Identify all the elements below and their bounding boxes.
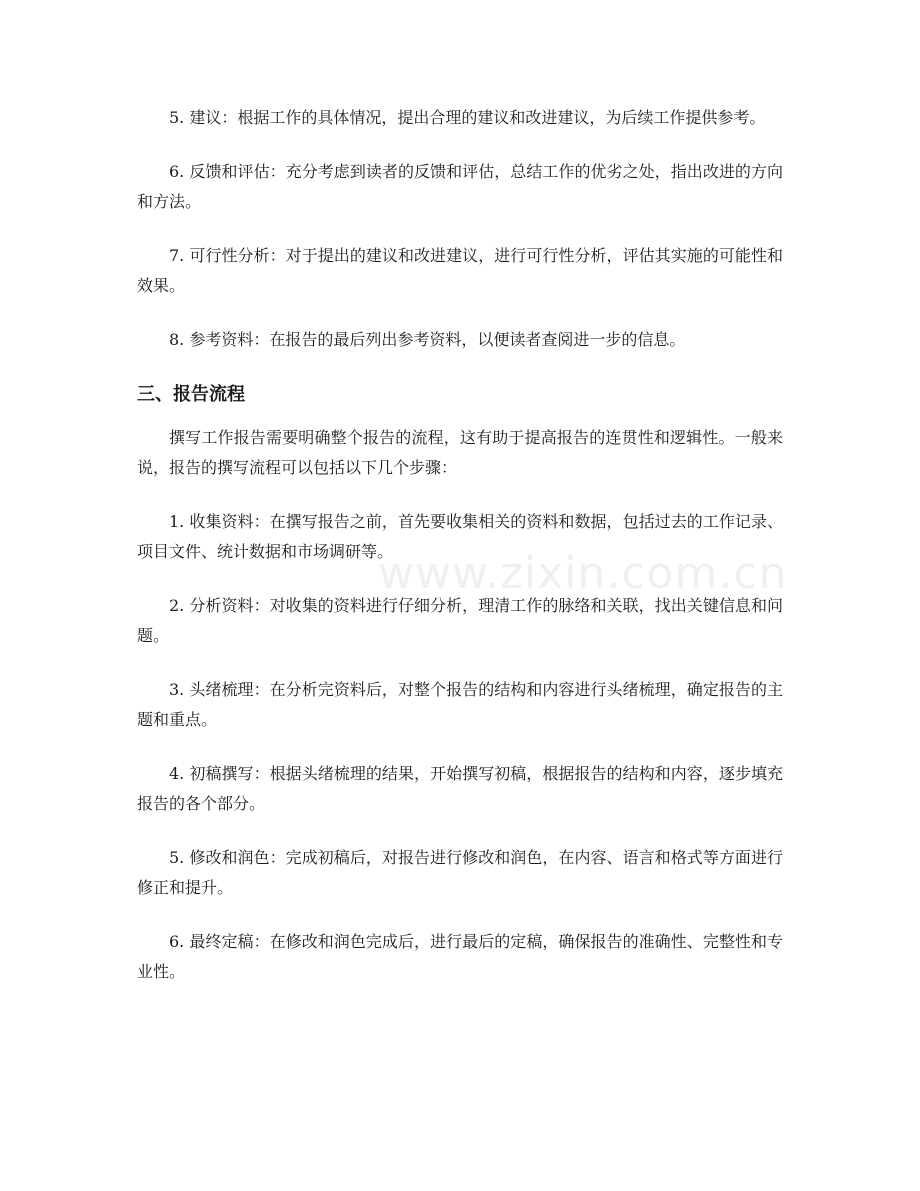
step-item: 4. 初稿撰写：根据头绪梳理的结果，开始撰写初稿，根据报告的结构和内容，逐步填充报告的各个部分。 <box>137 764 783 813</box>
step-item: 6. 最终定稿：在修改和润色完成后，进行最后的定稿，确保报告的准确性、完整性和专业性。 <box>137 932 783 981</box>
step-item: 5. 修改和润色：完成初稿后，对报告进行修改和润色，在内容、语言和格式等方面进行修正和提升。 <box>137 848 783 897</box>
watermark: www.zixin.com.cn <box>378 548 788 599</box>
section-heading: 三、报告流程 <box>137 384 245 405</box>
step-item: 2. 分析资料：对收集的资料进行仔细分析，理清工作的脉络和关联，找出关键信息和问题。 <box>137 596 783 645</box>
document-body <box>137 103 783 1011</box>
list-item: 5. 建议：根据工作的具体情况，提出合理的建议和改进建议，为后续工作提供参考。 <box>169 108 766 127</box>
list-item: 7. 可行性分析：对于提出的建议和改进建议，进行可行性分析，评估其实施的可能性和效果。 <box>137 246 783 295</box>
list-item: 8. 参考资料：在报告的最后列出参考资料，以便读者查阅进一步的信息。 <box>169 330 686 349</box>
step-item: 3. 头绪梳理：在分析完资料后，对整个报告的结构和内容进行头绪梳理，确定报告的主题和重点。 <box>137 680 783 729</box>
section-intro: 撰写工作报告需要明确整个报告的流程，这有助于提高报告的连贯性和逻辑性。一般来说，报告的撰写流程可以包括以下几个步骤： <box>137 428 783 477</box>
list-item: 6. 反馈和评估：充分考虑到读者的反馈和评估，总结工作的优劣之处，指出改进的方向和方法。 <box>137 162 783 211</box>
step-item: 1. 收集资料：在撰写报告之前，首先要收集相关的资料和数据，包括过去的工作记录、项目文件、统计数据和市场调研等。 <box>137 512 783 561</box>
